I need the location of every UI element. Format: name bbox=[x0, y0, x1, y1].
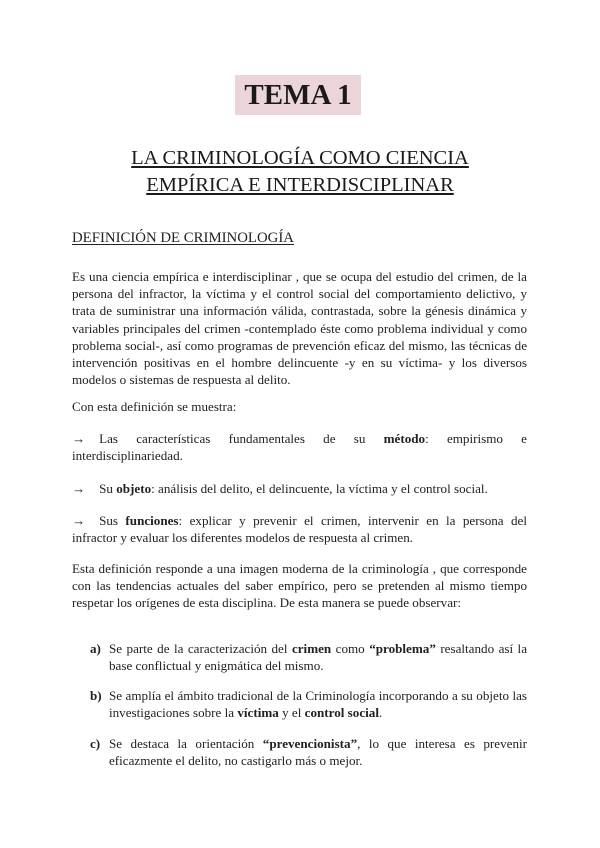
arrow-icon: → bbox=[72, 481, 86, 496]
list-item-c: c) Se destaca la orientación “prevencionista”, lo que interesa es prevenir eficazmente el delito, no castigarlo más o mejor. bbox=[90, 736, 528, 769]
intro-paragraph: Es una ciencia empírica e interdisciplinar , que se ocupa del estudio del crimen, de la persona del infractor, la víctima y el control social del comportamiento delictivo, y trata de suministrar una información válida, contrastada, sobre la génesis dinámica y variables principales del crimen -contemplado éste como problema individual y como problema social-, así como programas de prevención eficaz del mismo, las técnicas de intervención positivas en el hombre delincuente -y en su víctima- y los diversos modelos o sistemas de respuesta al delito. bbox=[72, 269, 527, 388]
page-title-line-1: LA CRIMINOLOGÍA COMO CIENCIA bbox=[131, 147, 469, 169]
list-letter: a) bbox=[90, 641, 101, 656]
list-item-a: a) Se parte de la caracterización del crimen como “problema” resaltando así la base conflictual y enigmática del mismo. bbox=[90, 641, 527, 674]
modern-paragraph: Esta definición responde a una imagen moderna de la criminología , que corresponde con las tendencias actuales del saber empírico, pero se pretenden al mismo tiempo respetar los orígenes de esta disciplina. De esta manera se puede observar: bbox=[72, 561, 527, 611]
topic-label: TEMA 1 bbox=[235, 75, 361, 115]
shows-line: Con esta definición se muestra: bbox=[72, 399, 237, 414]
bullet-functions: → Sus funciones: explicar y prevenir el crimen, intervenir en la persona del infractor y evaluar los diferentes modelos de respuesta al crimen. bbox=[72, 513, 527, 546]
page-title-line-2: EMPÍRICA E INTERDISCIPLINAR bbox=[146, 174, 454, 196]
arrow-icon: → bbox=[72, 513, 86, 528]
list-item-b: b) Se amplía el ámbito tradicional de la Criminología incorporando a su objeto las investigaciones sobre la víctima y el control social. bbox=[90, 688, 527, 721]
section-heading: DEFINICIÓN DE CRIMINOLOGÍA bbox=[72, 230, 294, 246]
bullet-method: → Las características fundamentales de su método: empirismo e interdisciplinariedad. bbox=[72, 431, 527, 464]
bullet-object: → Su objeto: análisis del delito, el delincuente, la víctima y el control social. bbox=[72, 481, 488, 496]
arrow-icon: → bbox=[72, 431, 86, 446]
page-title bbox=[60, 145, 540, 199]
list-letter: c) bbox=[90, 736, 101, 751]
list-letter: b) bbox=[90, 688, 102, 703]
